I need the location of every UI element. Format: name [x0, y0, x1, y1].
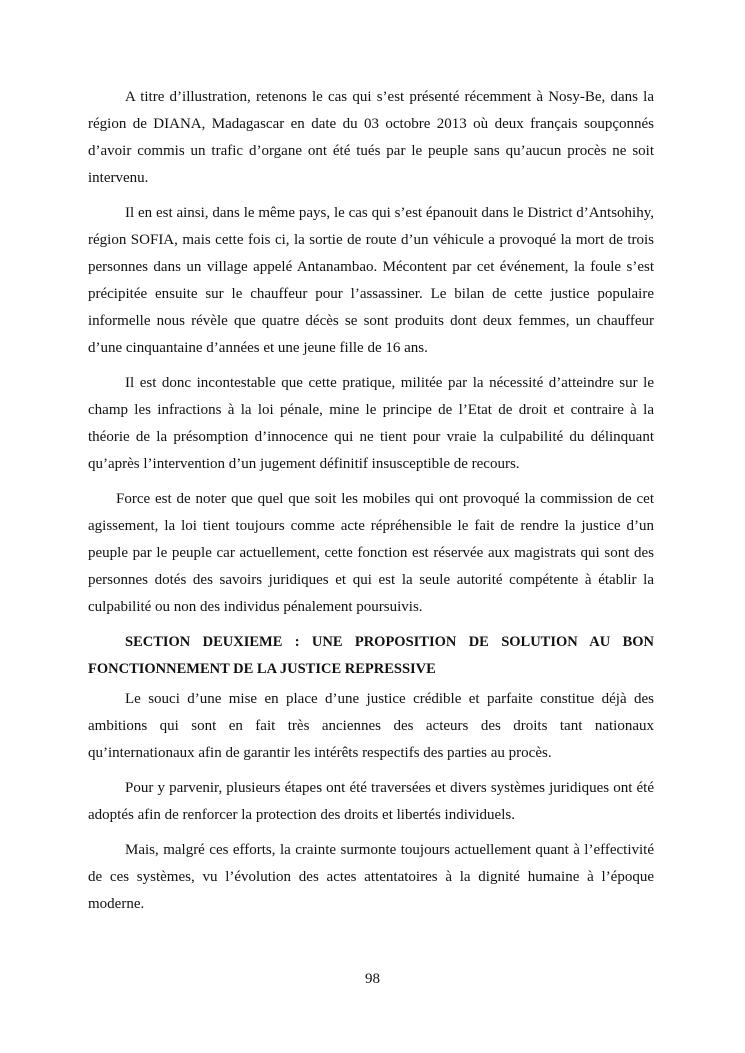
paragraph-rule-of-law: Il est donc incontestable que cette pratique, militée par la nécessité d’atteindre sur le champ les infractions à la loi pénale, mine le principe de l’Etat de droit et contraire à la théorie de la présomption d’innocence qui ne tient pour vraie la culpabilité du délinquant qu’après l’intervention d’un jugement définitif insusceptible de recours.	[88, 375, 654, 472]
paragraph-credible-justice: Le souci d’une mise en place d’une justice crédible et parfaite constitue déjà des ambitions qui sont en fait très anciennes des acteurs des droits tant nationaux qu’internationaux afin de garantir les intérêts respectifs des parties au procès.	[88, 691, 654, 761]
document-page	[88, 84, 654, 926]
paragraph-antsohihy-case: Il en est ainsi, dans le même pays, le cas qui s’est épanouit dans le District d’Antsohihy, région SOFIA, mais cette fois ci, la sortie de route d’un véhicule a provoqué la mort de trois personnes dans un village appelé Antanambao. Mécontent par cet événement, la foule s’est précipitée ensuite sur le chauffeur pour l’assassiner. Le bilan de cette justice populaire informelle nous révèle que quatre décès se sont produits dont deux femmes, un chauffeur d’une cinquantaine d’années et une jeune fille de 16 ans.	[88, 205, 654, 356]
paragraph-nosy-be-case: A titre d’illustration, retenons le cas qui s’est présenté récemment à Nosy-Be, dans la région de DIANA, Madagascar en date du 03 octobre 2013 où deux français soupçonnés d’avoir commis un trafic d’organe ont été tués par le peuple sans qu’aucun procès ne soit intervenu.	[88, 89, 654, 186]
paragraph-legal-systems: Pour y parvenir, plusieurs étapes ont été traversées et divers systèmes juridiques ont été adoptés afin de renforcer la protection des droits et libertés individuels.	[88, 780, 654, 823]
paragraph-human-dignity: Mais, malgré ces efforts, la crainte surmonte toujours actuellement quant à l’effectivité de ces systèmes, vu l’évolution des actes attentatoires à la dignité humaine à l’époque moderne.	[88, 842, 654, 912]
page-number: 98	[365, 971, 380, 987]
paragraph-magistrates-role: Force est de noter que quel que soit les mobiles qui ont provoqué la commission de cet agissement, la loi tient toujours comme acte répréhensible le fait de rendre la justice d’un peuple par le peuple car actuellement, cette fonction est réservée aux magistrats qui sont des personnes dotés des savoirs juridiques et qui est la seule autorité compétente à établir la culpabilité ou non des individus pénalement poursuivis.	[88, 491, 654, 615]
section-heading: SECTION DEUXIEME : UNE PROPOSITION DE SOLUTION AU BON FONCTIONNEMENT DE LA JUSTICE REPRESSIVE	[88, 634, 654, 677]
